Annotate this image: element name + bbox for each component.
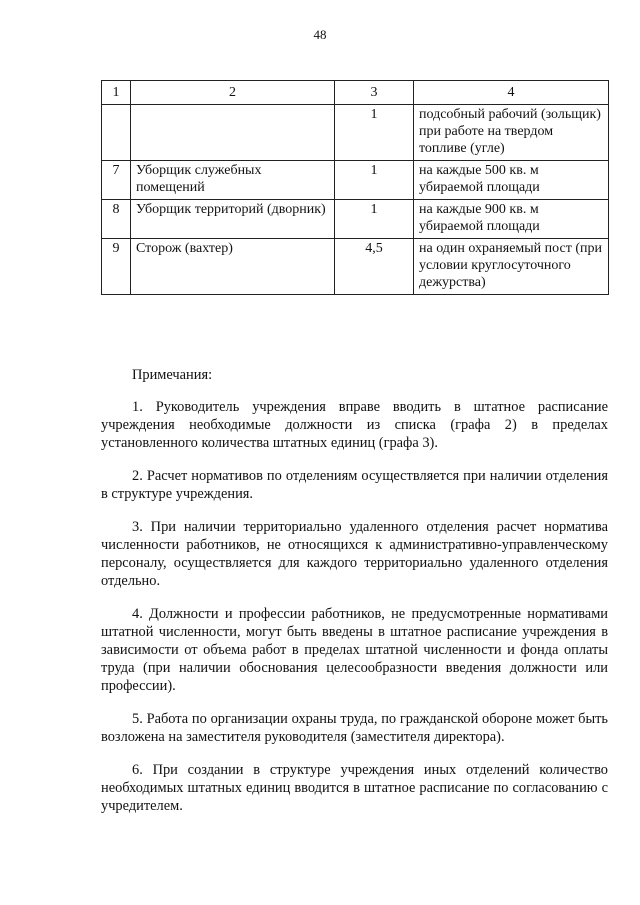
table-row [102,105,609,161]
row-count: 1 [335,161,414,200]
note-paragraph-2: 2. Расчет нормативов по отделениям осуществляется при наличии отделения в структуре учреждения. [101,468,608,502]
table-header-row [102,81,609,105]
header-col-2: 2 [131,81,335,105]
note-paragraph-4: 4. Должности и профессии работников, не предусмотренные нормативами штатной численности, могут быть введены в штатное расписание учреждения в зависимости от объема работ в пределах штатной численности и фонда оплаты труда (при наличии обоснования целесообразности введения должности или профессии). [101,606,608,694]
header-col-4: 4 [414,81,609,105]
page-number: 48 [313,27,327,42]
row-number [102,105,131,161]
staffing-table [101,80,609,295]
table-row [102,200,609,239]
note-paragraph-5: 5. Работа по организации охраны труда, по гражданской обороне может быть возложена на заместителя руководителя (заместителя директора). [101,711,608,745]
row-count: 1 [335,105,414,161]
row-number: 7 [102,161,131,200]
notes-section [101,366,608,830]
row-norm: на каждые 900 кв. м убираемой площади [414,200,609,239]
row-norm: на каждые 500 кв. м убираемой площади [414,161,609,200]
note-paragraph-1: 1. Руководитель учреждения вправе вводить в штатное расписание учреждения необходимые должности из списка (графа 2) в пределах установленного количества штатных единиц (графа 3). [101,399,608,451]
row-position: Уборщик территорий (дворник) [131,200,335,239]
row-number: 8 [102,200,131,239]
row-position: Уборщик служебных помещений [131,161,335,200]
note-paragraph-3: 3. При наличии территориально удаленного отделения расчет норматива численности работников, не относящихся к административно-управленческому персоналу, осуществляется для каждого территориально удаленного отделения отдельно. [101,519,608,589]
row-position: Сторож (вахтер) [131,239,335,295]
row-count: 1 [335,200,414,239]
note-paragraph-6: 6. При создании в структуре учреждения иных отделений количество необходимых штатных единиц вводится в штатное расписание по согласованию с учредителем. [101,762,608,814]
notes-title: Примечания: [132,367,213,383]
header-col-1: 1 [102,81,131,105]
row-position [131,105,335,161]
header-col-3: 3 [335,81,414,105]
table-row [102,239,609,295]
table-row [102,161,609,200]
row-norm: на один охраняемый пост (при условии круглосуточного дежурства) [414,239,609,295]
row-number: 9 [102,239,131,295]
row-count: 4,5 [335,239,414,295]
row-norm: подсобный рабочий (зольщик) при работе на твердом топливе (угле) [414,105,609,161]
